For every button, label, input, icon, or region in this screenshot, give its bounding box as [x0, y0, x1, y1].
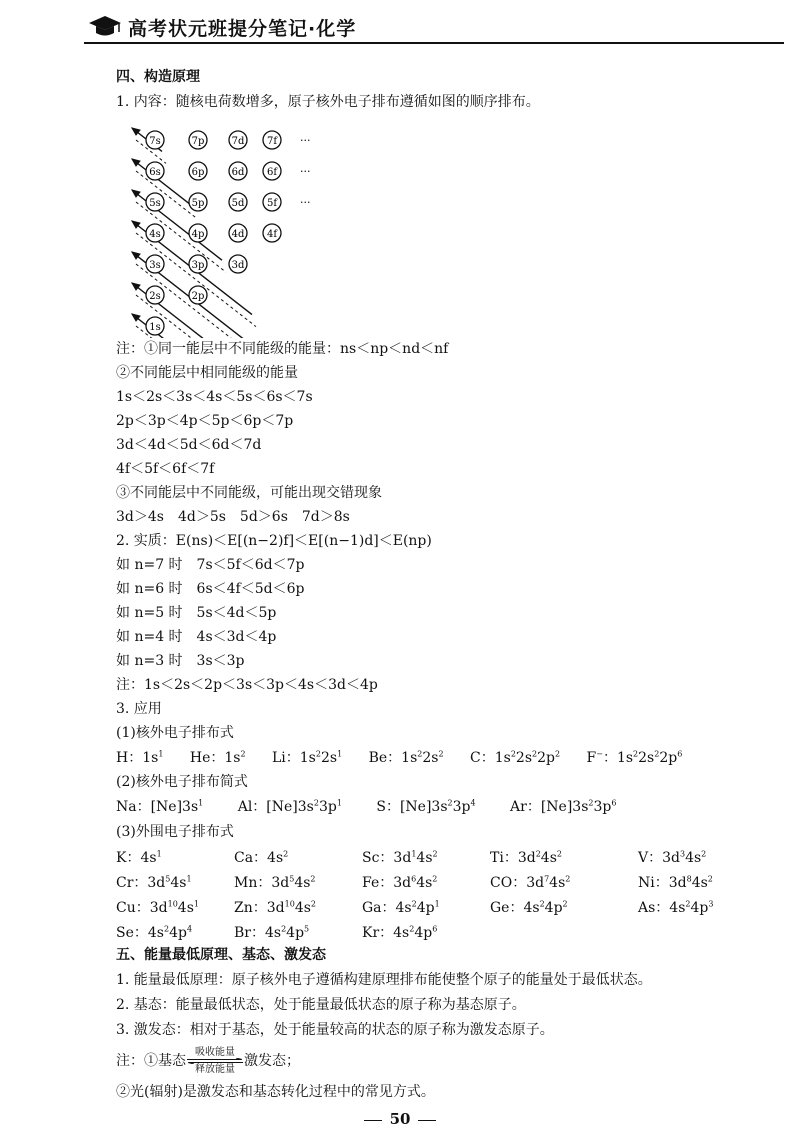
svg-text:3s: 3s: [149, 260, 161, 271]
config-entry: Se：$4s^24p^4$: [116, 924, 193, 941]
paragraph: 3. 应用: [116, 701, 162, 717]
svg-text:4d: 4d: [231, 229, 245, 240]
config-entry: As：$4s^24p^3$: [638, 899, 714, 916]
config-entry: H：$1s^1$: [116, 749, 164, 766]
note: ②不同能层中相同能级的能量: [116, 365, 298, 381]
config-entry: Be：$1s^22s^2$: [368, 749, 444, 766]
orbital-node: [146, 131, 164, 149]
paragraph: 1. 内容：随核电荷数增多，原子核外电子排布遵循如图的顺序排布。: [116, 94, 540, 110]
paragraph: 2. 实质：E(ns)＜E[(n−2)f]＜E[(n−1)d]＜E(np): [116, 533, 432, 549]
orbital-node: [229, 224, 247, 242]
orbital-node: [229, 131, 247, 149]
orbital-node: [229, 193, 247, 211]
energy-order: 4f＜5f＜6f＜7f: [116, 461, 215, 477]
svg-text:3p: 3p: [191, 260, 205, 271]
orbital-node: [229, 162, 247, 180]
svg-text:1s: 1s: [149, 322, 161, 333]
running-header: [84, 8, 784, 50]
subheading: (1)核外电子排布式: [116, 725, 234, 741]
page-number: 50: [389, 1110, 411, 1128]
config-entry: Ga：$4s^24p^1$: [362, 899, 440, 916]
config-entry: Ni：$3d^84s^2$: [638, 874, 713, 891]
svg-text:6p: 6p: [191, 167, 205, 178]
energy-order: 如 n=3 时 3s＜3p: [116, 653, 245, 669]
svg-text:7f: 7f: [266, 136, 278, 147]
dashed-band: [136, 171, 196, 218]
config-entry: S：$[Ne]3s^23p^4$: [376, 798, 476, 815]
orbital-node: [189, 286, 207, 304]
config-entry: Cu：$3d^{10}4s^1$: [116, 899, 199, 916]
svg-text:6s: 6s: [149, 167, 161, 178]
config-entry: Cr：$3d^54s^1$: [116, 874, 192, 891]
svg-text:4f: 4f: [266, 229, 278, 240]
note: 注：1s＜2s＜2p＜3s＜3p＜4s＜3d＜4p: [116, 677, 378, 693]
svg-text:3d: 3d: [231, 260, 245, 271]
orbital-node: [263, 131, 281, 149]
energy-order: 如 n=4 时 4s＜3d＜4p: [116, 629, 277, 645]
orbital-node: [263, 193, 281, 211]
header-title: 高考状元班提分笔记·化学: [128, 18, 357, 40]
svg-text:5p: 5p: [191, 198, 205, 209]
ellipsis: ···: [300, 196, 311, 209]
config-entry: Fe：$3d^64s^2$: [362, 874, 438, 891]
config-entry: CO：$3d^74s^2$: [490, 874, 571, 891]
orbital-node: [146, 162, 164, 180]
svg-text:4p: 4p: [191, 229, 205, 240]
energy-order: 3d＜4d＜5d＜6d＜7d: [116, 437, 262, 453]
svg-text:7s: 7s: [149, 136, 161, 147]
svg-text:5f: 5f: [266, 198, 278, 209]
orbital-node: [146, 255, 164, 273]
energy-order: 2p＜3p＜4p＜5p＜6p＜7p: [116, 413, 294, 429]
orbital-node: [189, 255, 207, 273]
svg-text:7p: 7p: [191, 136, 205, 147]
orbital-node: [189, 224, 207, 242]
config-entry: Ge：$4s^24p^2$: [490, 899, 568, 916]
svg-text:2s: 2s: [149, 291, 161, 302]
config-entry: Br：$4s^24p^5$: [234, 924, 310, 941]
ellipsis: ···: [300, 134, 311, 147]
config-entry: K：$4s^1$: [116, 849, 162, 866]
subheading: (2)核外电子排布简式: [116, 774, 248, 790]
orbital-node: [146, 286, 164, 304]
config-row: [116, 797, 616, 817]
orbital-node: [189, 162, 207, 180]
config-entry: He：$1s^2$: [189, 749, 246, 766]
orbital-node: [146, 193, 164, 211]
config-entry: Kr：$4s^24p^6$: [362, 924, 438, 941]
reversible-arrow: 吸收能量 释放能量: [187, 1047, 243, 1075]
svg-text:2p: 2p: [191, 291, 205, 302]
page-footer: [0, 1110, 800, 1128]
section-heading: 四、构造原理: [116, 69, 200, 85]
header-rule: [84, 42, 784, 44]
paragraph: 3. 激发态：相对于基态，处于能量较高的状态的原子称为激发态原子。: [116, 1022, 554, 1038]
orbital-node: [146, 224, 164, 242]
config-entry: Al：$[Ne]3s^23p^1$: [237, 798, 342, 815]
orbital-node: [146, 317, 164, 335]
energy-order: 如 n=7 时 7s＜5f＜6d＜7p: [116, 557, 305, 573]
ellipsis: ···: [300, 165, 311, 178]
config-entry: F−：$1s^22s^22p^6$: [586, 749, 683, 766]
note: ②光(辐射)是激发态和基态转化过程中的常见方式。: [116, 1084, 435, 1100]
energy-order: 1s＜2s＜3s＜4s＜5s＜6s＜7s: [116, 389, 313, 405]
config-entry: Li：$1s^22s^1$: [272, 749, 343, 766]
config-entry: Sc：$3d^14s^2$: [362, 849, 438, 866]
orbital-node: [189, 131, 207, 149]
transition-note: 注：①基态 吸收能量 释放能量 激发态；: [116, 1047, 300, 1075]
svg-text:5s: 5s: [149, 198, 161, 209]
config-entry: Ca：$4s^2$: [234, 849, 289, 866]
svg-text:7d: 7d: [231, 136, 245, 147]
config-entry: Mn：$3d^54s^2$: [234, 874, 316, 891]
paragraph: 2. 基态：能量最低状态，处于能量最低状态的原子称为基态原子。: [116, 997, 526, 1013]
config-row: [116, 748, 682, 768]
orbital-node: [189, 193, 207, 211]
dashed-band: [136, 233, 256, 327]
svg-text:5d: 5d: [231, 198, 245, 209]
energy-order: 3d＞4s 4d＞5s 5d＞6s 7d＞8s: [116, 509, 350, 525]
subheading: (3)外围电子排布式: [116, 824, 234, 840]
svg-text:6f: 6f: [266, 167, 278, 178]
svg-text:6d: 6d: [231, 167, 245, 178]
orbital-node: [229, 255, 247, 273]
orbital-node: [263, 162, 281, 180]
energy-order: 如 n=6 时 6s＜4f＜5d＜6p: [116, 581, 305, 597]
config-entry: Ar：$[Ne]3s^23p^6$: [510, 798, 617, 815]
section-heading: 五、能量最低原理、基态、激发态: [116, 947, 326, 963]
paragraph: 1. 能量最低原理：原子核外电子遵循构建原理排布能使整个原子的能量处于最低状态。: [116, 972, 652, 988]
note: ③不同能层中不同能级，可能出现交错现象: [116, 485, 382, 501]
orbital-node: [263, 224, 281, 242]
aufbau-diagram: [120, 118, 360, 338]
config-entry: V：$3d^34s^2$: [638, 849, 707, 866]
config-entry: Ti：$3d^24s^2$: [490, 849, 562, 866]
note: 注：①同一能层中不同能级的能量：ns＜np＜nd＜nf: [116, 341, 449, 357]
config-entry: Zn：$3d^{10}4s^2$: [234, 899, 316, 916]
svg-text:4s: 4s: [149, 229, 161, 240]
energy-order: 如 n=5 时 5s＜4d＜5p: [116, 605, 277, 621]
config-entry: Na：$[Ne]3s^1$: [116, 798, 204, 815]
graduation-cap-icon: [88, 14, 122, 40]
config-entry: C：$1s^22s^22p^2$: [470, 749, 561, 766]
